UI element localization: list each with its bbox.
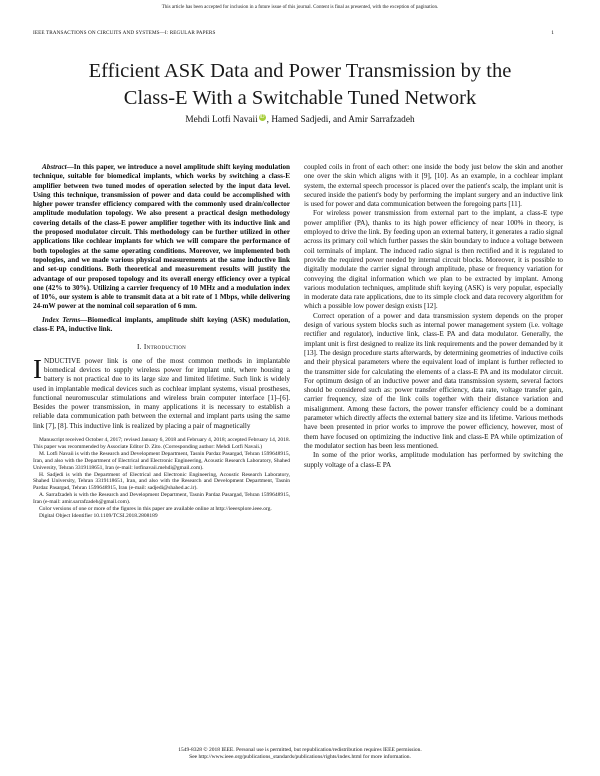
author-list (0, 114, 600, 125)
section-title: Introduction (143, 342, 187, 352)
lead-word: NDUCTIVE (44, 356, 81, 365)
left-column (33, 163, 290, 520)
paragraph-continued: coupled coils in front of each other: one inside the body just below the skin and another one over the skin which aligns with it [9], [10]. As an example, in a cochlear implant system, the external speech processor is placed over the patient's scalp, the implant unit is secured inside the patient's body by performing the implant surgery and an inductive link is used for power and data communication between the foregoing parts [11]. (304, 163, 563, 209)
index-terms-text: Biomedical implants, amplitude shift keying (ASK) modulation, class-E PA, inductive link. (33, 315, 290, 334)
footnote-color: Color versions of one or more of the figures in this paper are available online at http://ieeexplore.ieee.org. (39, 506, 272, 513)
footnote-doi: Digital Object Identifier 10.1109/TCSI.2018.2808189 (39, 512, 158, 519)
author-name: Mehdi Lotfi Navaii (185, 115, 258, 126)
paragraph: Correct operation of a power and data transmission system depends on the proper design of various system blocks such as internal power management system (i.e. voltage rectifier and regulator), inductive link, class-E PA and data modulator. Generally, the implant unit is first designed to realize its link requirements and the power demanded by it [13]. The design procedure starts afterwards, by determining geometries of inductive coils and their physical parameters where the equivalent load of implant is further reflected to the transmitter side for calculating the elements of a class-E PA and its modulator circuit. For optimum design of an inductive power and data transmission system, several factors should be considered such as: power transfer efficiency, data rate, voltage transfer gain, carrier frequency, size of the link coils together with their distance variation and misalignment. Among these factors, the power transfer efficiency could be a dominant parameter which directly affects the external battery size and its lifetime. Various methods have been presented in prior works to improve the power efficiency, however, most of them have focused on optimizing the inductive link and class-E PA while optimization of the modulator section has been less mentioned. (304, 311, 563, 450)
running-title: IEEE TRANSACTIONS ON CIRCUITS AND SYSTEMS—I: REGULAR PAPERS (33, 30, 216, 36)
acceptance-notice: This article has been accepted for inclusion in a future issue of this journal. Content is final as presented, with the exception of pagination. (161, 5, 439, 10)
section-number: I. (136, 342, 142, 352)
paragraph: For wireless power transmission from external part to the implant, a class-E type power amplifier (PA), thanks to its high power efficiency of near 100% in theory, is employed to drive the link. By feeding upon an external battery, it generates a radio signal across its primary coil which further passes the skin boundary to induce a voltage between coil terminals of implant. The induced radio signal is then rectified and it is regulated to provide the required power needed by internal circuit blocks. Moreover, it is possible to digitally modulate the carrier signal through amplitude, phase or frequency variation for conveying the digital information which we plan to be extracted by implant. Among various modulation techniques, amplitude shift keying (ASK) is very popular, especially in moderate data rate applications, due to its simple clock and data recovery algorithm for which a possible low power design exists [12]. (304, 209, 563, 311)
copyright-line: 1549-8328 © 2018 IEEE. Personal use is permitted, but republication/redistribution requires IEEE permission. (178, 747, 422, 753)
paper-title (30, 58, 570, 112)
author-names-rest: , Hamed Sadjedi, and Amir Sarrafzadeh (266, 115, 415, 126)
intro-paragraph (33, 353, 290, 431)
paragraph: In some of the prior works, amplitude modulation has performed by switching the supply voltage of a class-E PA (304, 451, 563, 469)
index-terms-label: Index Terms— (42, 315, 88, 324)
page-number: 1 (551, 30, 554, 36)
intro-text: power link is one of the most common methods in implantable biomedical devices to supply wireless power for implant unit, where housing a battery is not practical due to its large size and limited lifetime. Such link is widely used in implantable medical devices such as cochlear implant systems, visual prostheses, functional neuromuscular stimulations and wireless brain computer interface [1]–[6]. Besides the power transmission, in many applications it is necessary to establish a reliable data communication path between the external and implant parts using the same link [7], [8]. This inductive link is realized by placing a pair of magnetically (33, 356, 290, 430)
abstract-label: Abstract— (42, 163, 74, 171)
copyright-footer (0, 747, 600, 761)
right-column (304, 163, 563, 470)
rights-link-line[interactable]: See http://www.ieee.org/publications_standards/publications/rights/index.html for more information. (189, 754, 411, 760)
index-terms (33, 316, 290, 335)
footnote-author-3: A. Sarrafzadeh is with the Research and Development Department, Tasnin Pardaz Pasargad, Tehran 1599648915, Iran (e-mail: amir.sarrafzadeh@gmail.com). (33, 492, 290, 506)
footnotes (33, 437, 290, 520)
orcid-icon[interactable]: iD (259, 114, 265, 120)
abstract (33, 163, 290, 312)
section-heading (33, 342, 290, 351)
title-line-2: Class-E With a Switchable Tuned Network (123, 87, 477, 109)
footnote-author-2: H. Sadjedi is with the Department of Electrical and Electronic Engineering, Acoustic Research Laboratory, Shahed University, Tehran 3319118651, Iran, and also with the Research and Development Department, Tasnin Pardaz Pasargad, Tehran 1599648915, Iran (e-mail: sadjedi@shahed.ac.ir). (33, 471, 290, 492)
title-line-1: Efficient ASK Data and Power Transmission by the (88, 60, 512, 82)
abstract-text: In this paper, we introduce a novel amplitude shift keying modulation technique, suitable for biomedical implants, which works by switching a class-E amplifier between two tuned modes of operation selected by the input data level. Using this technique, transmission of power and data could be accomplished with higher power transfer efficiency compared with the commonly used drain/collector amplitude modulation topology. We also present a practical design methodology covering details of the class-E power amplifier together with its inductive link and the proposed modulator circuit. This methodology can be further utilized in other applications like cochlear implants for which we will compare the performance of both topologies at the same operating conditions. Moreover, we implemented both topologies, and we made various physical measurements at the same inductive link and set-up conditions. Both theoretical and measurement results will justify the advantage of our proposed topology and its overall energy efficiency over a typical one (42% to 30%). Utilizing a carrier frequency of 10 MHz and a modulation index of 10%, our system is able to transmit data at a bit rate of 1 Mbps, while delivering 24-mW power at the nominal coil separation of 6 mm. (33, 163, 290, 311)
drop-cap: I (33, 353, 42, 384)
footnote-author-1: M. Lotfi Navaii is with the Research and Development Department, Tasnin Pardaz Pasargad, Tehran 1599648915, Iran, and also with the Department of Electrical and Electronic Engineering, Acoustic Research Laboratory, Shahed University, Tehran 3319118651, Iran (e-mail: lotfinavaii.mehdi@gmail.com). (33, 450, 290, 471)
footnote-manuscript: Manuscript received October 4, 2017; revised January 6, 2018 and February 4, 2018; accepted February 14, 2018. This paper was recommended by Associate Editor D. Zito. (Corresponding author: Mehdi Lotfi Navaii.) (33, 437, 290, 450)
